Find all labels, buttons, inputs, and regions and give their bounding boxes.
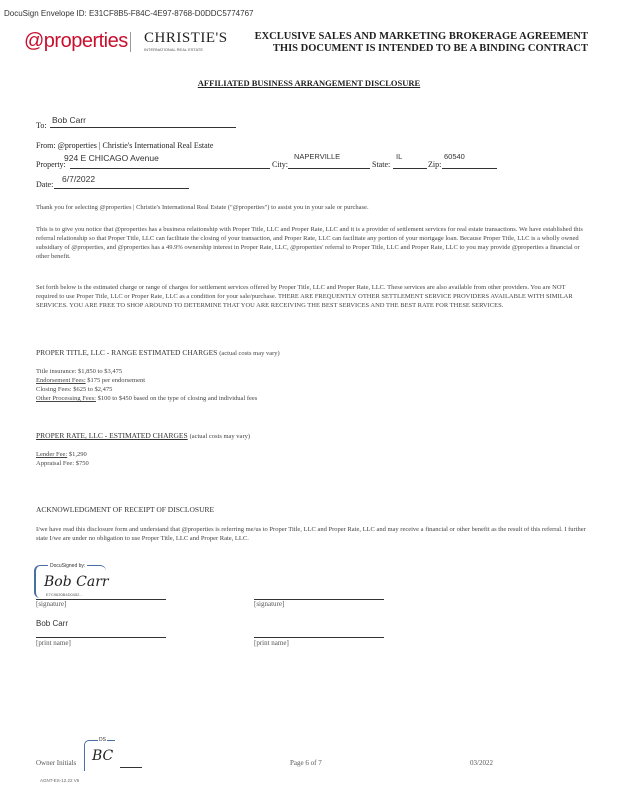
- title-charge-label: Title insurance:: [36, 368, 77, 375]
- title-charge-label: Closing Fees:: [36, 386, 72, 393]
- print-line-1: [36, 637, 166, 638]
- title-charge-value: $175 per endorsement: [87, 377, 146, 384]
- title-charge-value: $100 to $450 based on the type of closing and individual fees: [97, 395, 258, 402]
- date-label: Date:: [36, 180, 54, 189]
- owner-initials-label: Owner Initials: [36, 759, 77, 767]
- rate-charge-row: [36, 460, 89, 469]
- from-label: From: @properties | Christie's International Real Estate: [36, 141, 214, 150]
- rate-charge-value: $750: [75, 460, 89, 467]
- rate-charge-value: $1,290: [68, 451, 87, 458]
- properties-logo: @properties: [24, 30, 128, 52]
- city-line: [288, 168, 370, 169]
- zip-line: [442, 168, 497, 169]
- christies-logo-sub: INTERNATIONAL REAL ESTATE: [144, 47, 204, 52]
- state-label: State:: [372, 160, 391, 169]
- initials-line: [120, 767, 142, 768]
- title-charges-heading: [36, 348, 280, 359]
- envelope-id: DocuSign Envelope ID: E31CF8B5-F84C-4E97-8768-D0DDC5774767: [4, 9, 254, 18]
- page-number: Page 6 of 7: [290, 759, 322, 767]
- title-charges-note: (actual costs may vary): [219, 350, 280, 357]
- logo-divider: [130, 32, 131, 52]
- paragraph-relationship: This is to give you notice that @properties has a business relationship with Proper Title, LLC and Proper Rate, LLC and it is a provider of settlement services for real estate transactions. We have established this referral relationship so that Proper Title, LLC can facilitate the closing of your transaction, and Proper Rate, LLC can facilitate any portion of your mortgage loan. Because Proper Title, LLC is a wholly owned subsidiary of @properties, and @properties has a 49.9% ownership interest in Proper Rate, LLC, @properties' referral to Proper Title, LLC and Proper Rate, LLC to you may provide @properties a financial or other benefit.: [36, 226, 583, 260]
- title-charge-row: [36, 386, 112, 395]
- rate-charges-heading: [36, 431, 250, 442]
- title-charge-label: Endorsement Fees:: [36, 377, 86, 384]
- zip-label: Zip:: [428, 160, 442, 169]
- header-line-2: THIS DOCUMENT IS INTENDED TO BE A BINDING CONTRACT: [272, 43, 588, 54]
- property-line: [70, 168, 270, 169]
- title-charge-row: [36, 377, 145, 386]
- form-code: AGNT-ES-12.22 V6: [40, 778, 80, 783]
- title-charge-value: $1,850 to $3,475: [78, 368, 123, 375]
- zip-value[interactable]: 60540: [444, 152, 465, 161]
- signature-image[interactable]: Bob Carr: [44, 574, 109, 590]
- acknowledgment-text: I/we have read this disclosure form and understand that @properties is referring me/us to Proper Title, LLC and Proper Rate, LLC and may receive a financial or other benefit as the result of this referral. I further state I/we are under no obligation to use Proper Title, LLC and Proper Rate, LLC.: [36, 526, 586, 542]
- form-date: 03/2022: [470, 759, 493, 767]
- print-line-2: [254, 637, 384, 638]
- docusigned-by-label: DocuSigned by:: [50, 563, 86, 569]
- printed-name-value[interactable]: Bob Carr: [36, 619, 69, 628]
- rate-charge-row: [36, 451, 87, 460]
- ds-label: DS: [99, 737, 106, 743]
- initials-image[interactable]: BC: [92, 748, 114, 764]
- rate-charges-heading-text: PROPER RATE, LLC - ESTIMATED CHARGES: [36, 431, 188, 440]
- city-label: City:: [272, 160, 289, 169]
- page-title: AFFILIATED BUSINESS ARRANGEMENT DISCLOSURE: [197, 78, 421, 88]
- to-label: To:: [36, 121, 47, 130]
- title-charge-value: $625 to $2,475: [73, 386, 113, 393]
- to-line: [50, 127, 236, 128]
- rate-charge-label: Lender Fee:: [36, 451, 68, 458]
- signer-id: E7C9630B4D0452...: [46, 592, 83, 597]
- christies-logo: CHRISTIE'S: [144, 30, 228, 46]
- title-charges-heading-text: PROPER TITLE, LLC - RANGE ESTIMATED CHARGES: [36, 348, 218, 357]
- rate-charges-note: (actual costs may vary): [189, 433, 251, 440]
- title-charge-row: [36, 395, 257, 404]
- date-value[interactable]: 6/7/2022: [62, 174, 96, 184]
- signature-caption-1: [signature]: [36, 600, 67, 608]
- signature-caption-2: [signature]: [254, 600, 285, 608]
- date-line: [54, 188, 189, 189]
- property-label: Property:: [36, 160, 66, 169]
- acknowledgment-heading: ACKNOWLEDGMENT OF RECEIPT OF DISCLOSURE: [36, 505, 215, 514]
- rate-charge-label: Appraisal Fee:: [36, 460, 75, 467]
- to-value[interactable]: Bob Carr: [52, 115, 87, 125]
- state-value[interactable]: IL: [396, 152, 403, 161]
- title-charge-row: [36, 368, 122, 377]
- paragraph-estimates: Set forth below is the estimated charge or range of charges for settlement services offered by Proper Title, LLC and Proper Rate, LLC. These services are also available from other providers. You are NOT required to use Proper Title, LLC or Proper Rate, LLC as a condition for your sale/purchase. THERE ARE FREQUENTLY OTHER SETTLEMENT SERVICE PROVIDERS AVAILABLE WITH SIMILAR SERVICES. YOU ARE FREE TO SHOP AROUND TO DETERMINE THAT YOU ARE RECEIVING THE BEST SERVICES AND THE BEST RATE FOR THESE SERVICES.: [36, 284, 573, 309]
- city-value[interactable]: NAPERVILLE: [294, 152, 341, 161]
- print-caption-1: [print name]: [36, 639, 71, 647]
- title-charge-label: Other Processing Fees:: [36, 395, 96, 402]
- state-line: [393, 168, 427, 169]
- print-caption-2: [print name]: [254, 639, 289, 647]
- property-value[interactable]: 924 E CHICAGO Avenue: [64, 153, 159, 163]
- paragraph-intro: Thank you for selecting @properties | Christie's International Real Estate ("@properties") to assist you in your sale or purchase.: [36, 204, 369, 211]
- header-line-1: EXCLUSIVE SALES AND MARKETING BROKERAGE AGREEMENT: [254, 31, 588, 42]
